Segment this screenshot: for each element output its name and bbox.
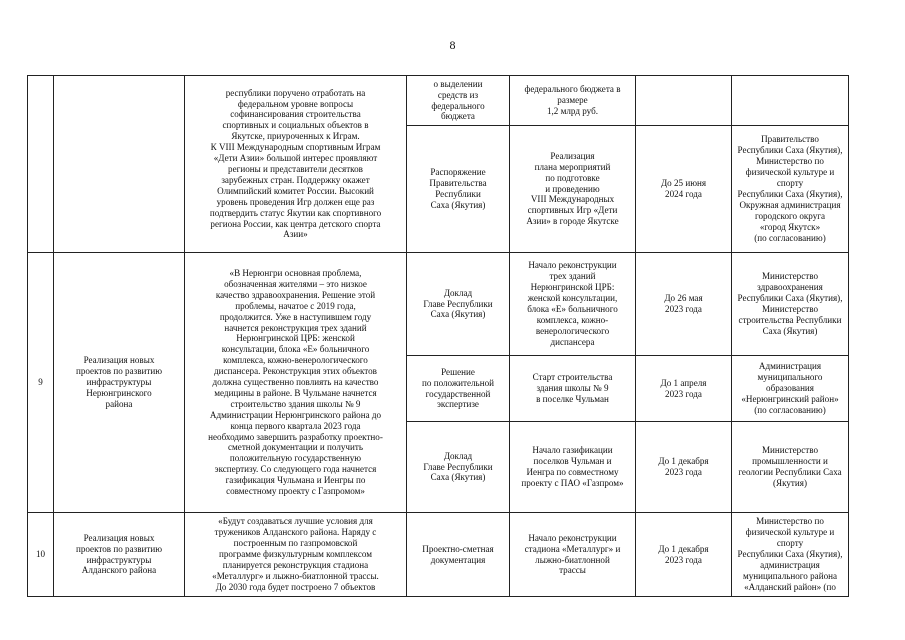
row-number: 9 (28, 253, 54, 513)
responsible-cell: Администрация муниципального образования «Нерюнгринский район» (по согласованию) (732, 356, 849, 422)
responsible-cell: Министерство здравоохранения Республики Саха (Якутия), Министерство строительства Республики Саха (Якутия) (732, 253, 849, 356)
responsible-cell: Правительство Республики Саха (Якутия), Министерство по физической культуре и спорту Республики Саха (Якутия), Окружная администрация городского округа «город Якутск» (по согласованию) (732, 126, 849, 253)
deadline-cell: До 1 апреля 2023 года (636, 356, 732, 422)
event-cell: Старт строительства здания школы № 9 в поселке Чульман (510, 356, 636, 422)
document-cell: о выделении средств из федерального бюджета (407, 76, 510, 126)
deadline-cell: До 26 мая 2023 года (636, 253, 732, 356)
deadline-cell: До 1 декабря 2023 года (636, 513, 732, 597)
deadline-cell: До 1 декабря 2023 года (636, 422, 732, 513)
project-name (54, 76, 185, 253)
responsible-cell (732, 76, 849, 126)
event-cell: Начало газификации поселков Чульман и Иенгра по совместному проекту с ПАО «Газпром» (510, 422, 636, 513)
table-row (28, 513, 849, 597)
row-number (28, 76, 54, 253)
responsible-cell: Министерство промышленности и геологии Республики Саха (Якутия) (732, 422, 849, 513)
document-cell: Доклад Главе Республики Саха (Якутия) (407, 253, 510, 356)
page-number: 8 (449, 38, 456, 52)
event-cell: Начало реконструкции стадиона «Металлург» и лыжно-биатлонной трассы (510, 513, 636, 597)
event-cell: федерального бюджета в размере 1,2 млрд руб. (510, 76, 636, 126)
document-cell: Решение по положительной государственной экспертизе (407, 356, 510, 422)
event-cell: Реализация плана мероприятий по подготовке и проведению VIII Международных спортивных Игр «Дети Азии» в городе Якутске (510, 126, 636, 253)
table-row (28, 253, 849, 356)
message-excerpt: «Будут создаваться лучшие условия для тружеников Алданского района. Наряду с построенным по газпромовской программе физкультурным комплексом планируется реконструкция стадиона «Металлург» и лыжно-биатлонной трассы. До 2030 года будет построено 7 объектов (185, 513, 407, 597)
responsible-cell: Министерство по физической культуре и спорту Республики Саха (Якутия), администрация муниципального района «Алданский район» (по (732, 513, 849, 597)
measures-table (27, 75, 849, 597)
row-number: 10 (28, 513, 54, 597)
document-cell: Распоряжение Правительства Республики Саха (Якутия) (407, 126, 510, 253)
project-name: Реализация новых проектов по развитию инфраструктуры Нерюнгринского района (54, 253, 185, 513)
document-cell: Доклад Главе Республики Саха (Якутия) (407, 422, 510, 513)
document-cell: Проектно-сметная документация (407, 513, 510, 597)
event-cell: Начало реконструкции трех зданий Нерюнгринской ЦРБ: женской консультации, блока «Е» больничного комплекса, кожно- венерологического диспансера (510, 253, 636, 356)
message-excerpt: республики поручено отработать на федеральном уровне вопросы софинансирования строительства спортивных и социальных объектов в Якутске, приуроченных к Играм. К VIII Международным спортивным Играм «Дети Азии» большой интерес проявляют регионы и представители десятков зарубежных стран. Поддержку окажет Олимпийский комитет России. Высокий уровень проведения Игр должен еще раз подтвердить статус Якутии как спортивного региона России, как центра детского спорта Азии» (185, 76, 407, 253)
message-excerpt: «В Нерюнгри основная проблема, обозначенная жителями – это низкое качество здравоохранения. Решение этой проблемы, начатое с 2019 года, продолжится. Уже в наступившем году начнется реконструкция трех зданий Нерюнгринской ЦРБ: женской консультации, блока «Е» больничного комплекса, кожно-венерологического диспансера. Реконструкция этих объектов должна существенно повлиять на качество медицины в районе. В Чульмане начнется строительство здания школы № 9 Администрации Нерюнгринского района до конца первого квартала 2023 года необходимо завершить разработку проектно- сметной документации и получить положительную государственную экспертизу. Со следующего года начнется газификация Чульмана и Иенгры по совместному проекту с Газпромом» (185, 253, 407, 513)
deadline-cell: До 25 июня 2024 года (636, 126, 732, 253)
deadline-cell (636, 76, 732, 126)
project-name: Реализация новых проектов по развитию инфраструктуры Алданского района (54, 513, 185, 597)
table-row (28, 76, 849, 126)
